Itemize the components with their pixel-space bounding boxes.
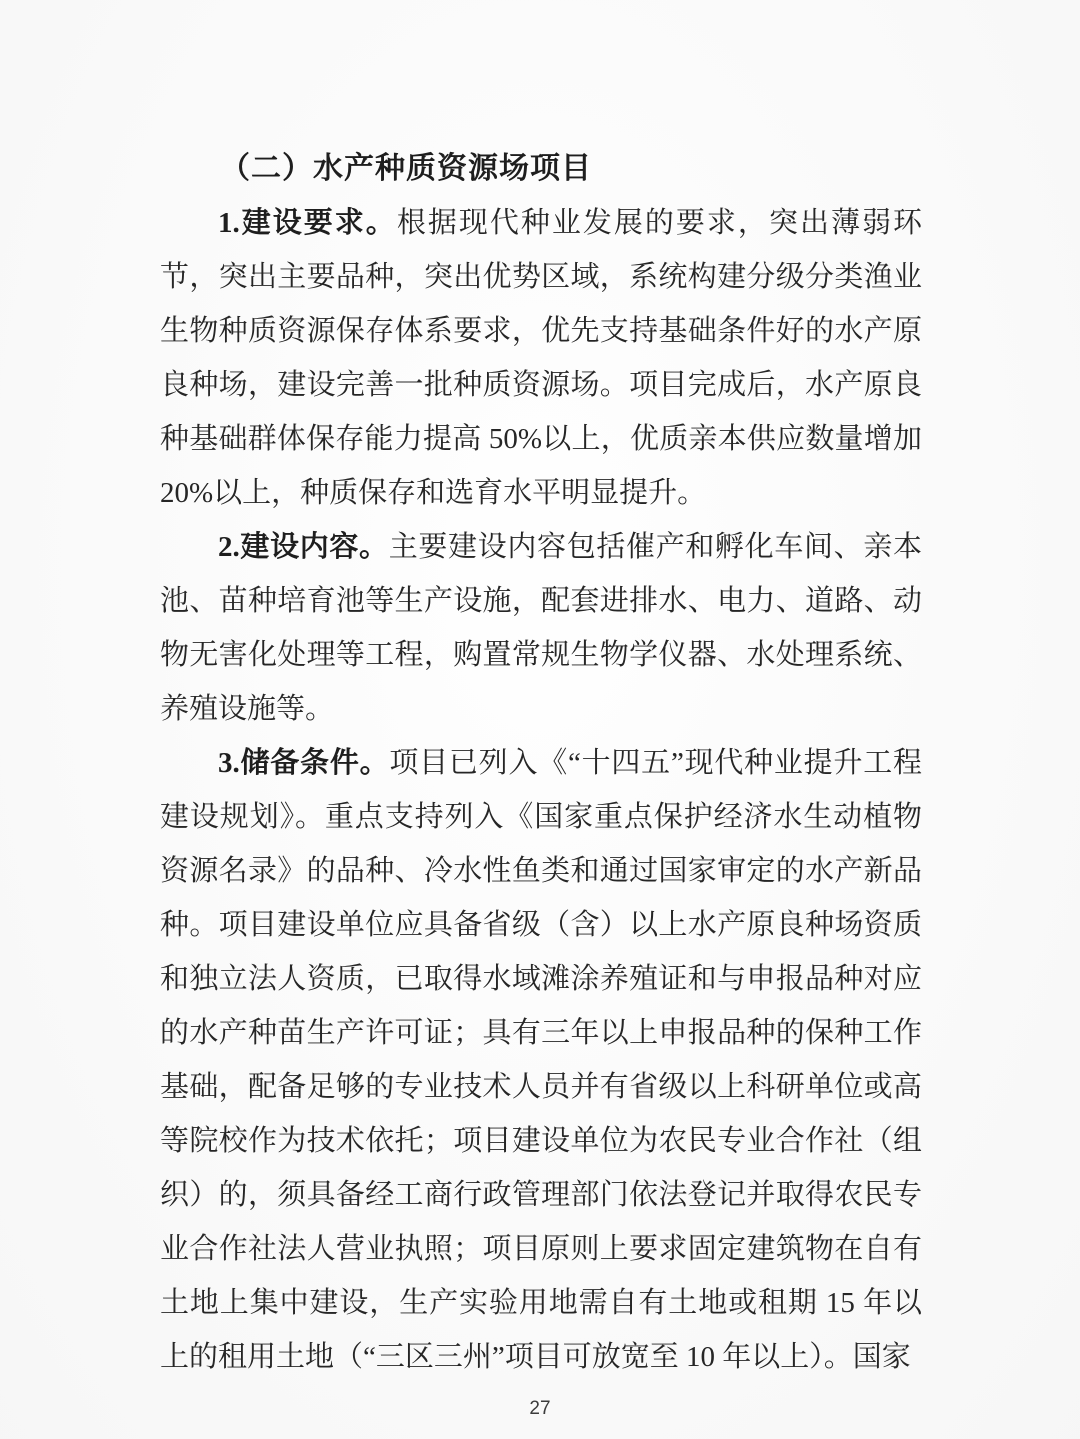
paragraph-body: 项目已列入《“十四五”现代种业提升工程建设规划》。重点支持列入《国家重点保护经济水生动植物资源名录》的品种、冷水性鱼类和通过国家审定的水产新品种。项目建设单位应具备省级（含）以上水产原良种场资质和独立法人资质，已取得水域滩涂养殖证和与申报品种对应的水产种苗生产许可证；具有三年以上申报品种的保种工作基础，配备足够的专业技术人员并有省级以上科研单位或高等院校作为技术依托；项目建设单位为农民专业合作社（组织）的，须具备经工商行政管理部门依法登记并取得农民专业合作社法人营业执照；项目原则上要求固定建筑物在自有土地上集中建设，生产实验用地需自有土地或租期 15 年以上的租用土地（“三区三州”项目可放宽至 10 年以上）。国家 — [160, 747, 922, 1373]
paragraph-body: 主要建设内容包括催产和孵化车间、亲本池、苗种培育池等生产设施，配套进排水、电力、道路、动物无害化处理等工程，购置常规生物学仪器、水处理系统、养殖设施等。 — [160, 531, 922, 725]
document-content — [160, 142, 922, 1384]
paragraph-body: 根据现代种业发展的要求，突出薄弱环节，突出主要品种，突出优势区域，系统构建分级分类渔业生物种质资源保存体系要求，优先支持基础条件好的水产原良种场，建设完善一批种质资源场。项目完成后，水产原良种基础群体保存能力提高 50%以上，优质亲本供应数量增加 20%以上，种质保存和选育水平明显提升。 — [160, 207, 922, 509]
section-heading: （二）水产种质资源场项目 — [220, 152, 592, 185]
page-number: 27 — [529, 1398, 551, 1419]
paragraph-lead: 2.建设内容。 — [218, 531, 389, 563]
paragraph-reserve-conditions — [160, 736, 922, 1384]
paragraph-construction-requirements — [160, 196, 922, 520]
paragraph-construction-content — [160, 520, 922, 736]
paragraph-lead: 3.储备条件。 — [218, 747, 390, 779]
paragraph-lead: 1.建设要求。 — [218, 207, 397, 239]
